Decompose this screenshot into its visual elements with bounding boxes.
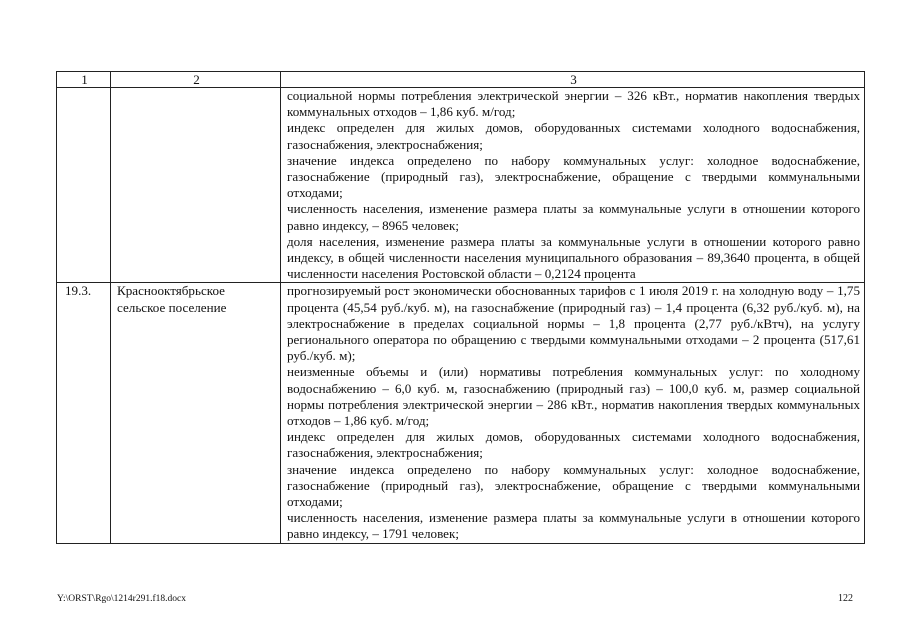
paragraph: социальной нормы потребления электрической энергии – 326 кВт., норматив накопления твердых коммунальных отходов – 1,86 куб. м/год; bbox=[287, 88, 860, 120]
footer-file-path: Y:\ORST\Rgo\1214r291.f18.docx bbox=[57, 594, 186, 604]
header-cell-1: 1 bbox=[57, 72, 111, 88]
row-number-cell: 19.3. bbox=[57, 283, 111, 543]
paragraph: индекс определен для жилых домов, оборудованных системами холодного водоснабжения, газоснабжения, электроснабжения; bbox=[287, 429, 860, 461]
table-row-continued bbox=[57, 88, 865, 283]
data-table bbox=[56, 71, 865, 544]
paragraph: значение индекса определено по набору коммунальных услуг: холодное водоснабжение, газоснабжение (природный газ), электроснабжение, обращение с твердыми коммунальными отходами; bbox=[287, 152, 860, 201]
paragraph: индекс определен для жилых домов, оборудованных системами холодного водоснабжения, газоснабжения, электроснабжения; bbox=[287, 120, 860, 152]
row-name-cell bbox=[111, 88, 281, 283]
header-cell-2: 2 bbox=[111, 72, 281, 88]
paragraph: значение индекса определено по набору коммунальных услуг: холодное водоснабжение, газоснабжение (природный газ), электроснабжение, обращение с твердыми коммунальными отходами; bbox=[287, 461, 860, 510]
table-row-19-3 bbox=[57, 283, 865, 543]
footer-page-number: 122 bbox=[838, 593, 853, 604]
paragraph: численность населения, изменение размера платы за коммунальные услуги в отношении которого равно индексу, – 8965 человек; bbox=[287, 201, 860, 233]
row-text-cell bbox=[281, 88, 865, 283]
row-number-cell bbox=[57, 88, 111, 283]
paragraph: доля населения, изменение размера платы за коммунальные услуги в отношении которого равно индексу, в общей численности населения муниципального образования – 89,3640 процента, в общей численности населения Ростовской области – 0,2124 процента bbox=[287, 233, 860, 282]
header-cell-3: 3 bbox=[281, 72, 865, 88]
paragraph: неизменные объемы и (или) нормативы потребления коммунальных услуг: по холодному водоснабжению – 6,0 куб. м, газоснабжению (природный газ) – 100,0 куб. м, размер социальной нормы потребления электрической энергии – 286 кВт., норматив накопления твердых коммунальных отходов – 1,86 куб. м/год; bbox=[287, 364, 860, 429]
table-header-row bbox=[57, 72, 865, 88]
row-name-cell: Краснооктябрьское сельское поселение bbox=[111, 283, 281, 543]
paragraph: численность населения, изменение размера платы за коммунальные услуги в отношении которого равно индексу, – 1791 человек; bbox=[287, 510, 860, 542]
row-text-cell bbox=[281, 283, 865, 543]
paragraph: прогнозируемый рост экономически обоснованных тарифов с 1 июля 2019 г. на холодную воду – 1,75 процента (45,54 руб./куб. м), на газоснабжение (природный газ) – 1,4 процента (6,32 руб./куб. м), на электроснабжение в пределах социальной нормы – 1,8 процента (2,77 руб./кВтч), на услугу регионального оператора по обращению с твердыми коммунальными отходами – 2 процента (517,61 руб./куб. м); bbox=[287, 283, 860, 364]
